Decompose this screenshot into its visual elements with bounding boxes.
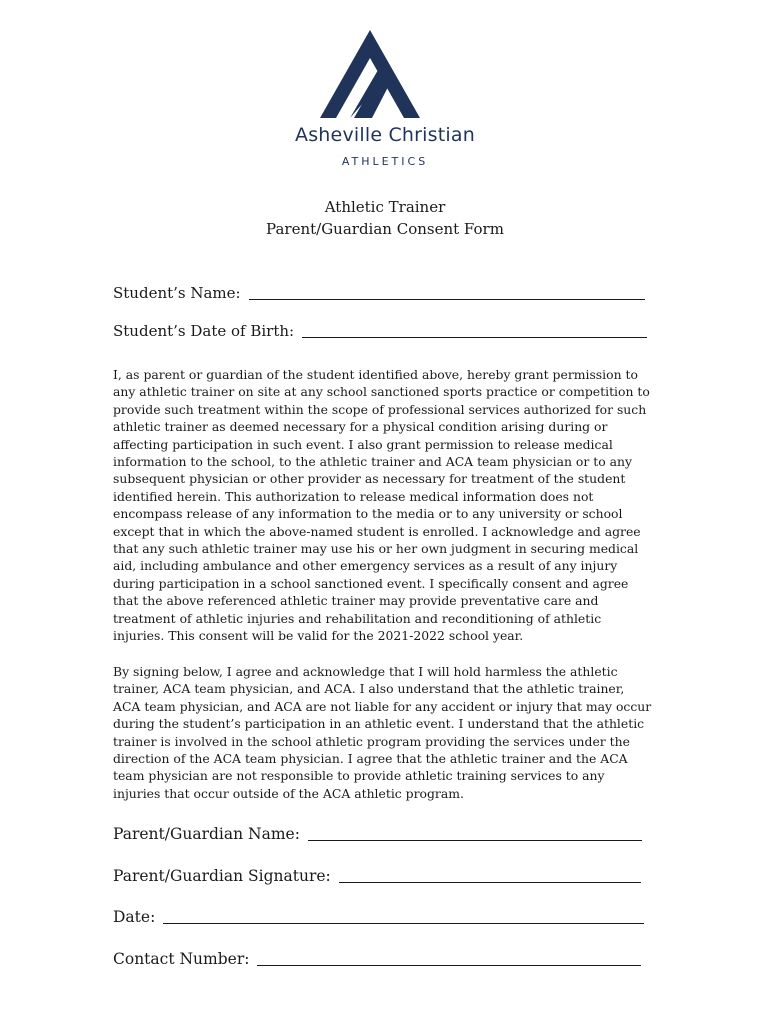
student-dob-field[interactable] xyxy=(113,321,647,341)
guardian-signature-line[interactable] xyxy=(339,881,641,883)
form-title xyxy=(0,196,770,240)
guardian-name-label: Parent/Guardian Name: xyxy=(113,825,300,843)
form-title-line-1: Athletic Trainer xyxy=(324,198,446,216)
student-name-field[interactable] xyxy=(113,283,645,303)
guardian-name-line[interactable] xyxy=(308,839,642,841)
student-dob-label: Student’s Date of Birth: xyxy=(113,322,295,340)
contact-number-line[interactable] xyxy=(257,964,641,966)
student-name-label: Student’s Name: xyxy=(113,284,241,302)
date-line[interactable] xyxy=(163,922,644,924)
brand-name: Asheville Christian xyxy=(295,124,475,146)
brand-subtitle: ATHLETICS xyxy=(341,155,429,168)
release-paragraph: By signing below, I agree and acknowledge that I will hold harmless the athletic trainer, ACA team physician, and ACA. I also understand that the athletic trainer, ACA team physician, and ACA are not liable for any accident or injury that may occur during the student’s participation in an athletic event. I understand that the athletic trainer is involved in the school athletic program providing the services under the direction of the ACA team physician. I agree that the athletic trainer and the ACA team physician are not responsible to provide athletic training services to any injuries that occur outside of the ACA athletic program. xyxy=(113,664,652,801)
guardian-signature-field[interactable] xyxy=(113,866,641,886)
contact-number-field[interactable] xyxy=(113,949,641,969)
date-field[interactable] xyxy=(113,907,644,927)
contact-number-label: Contact Number: xyxy=(113,950,250,968)
asheville-christian-logo-icon xyxy=(320,30,420,120)
date-label: Date: xyxy=(113,908,156,926)
form-title-line-2: Parent/Guardian Consent Form xyxy=(266,220,504,238)
guardian-signature-label: Parent/Guardian Signature: xyxy=(113,867,331,885)
consent-paragraph: I, as parent or guardian of the student identified above, hereby grant permission to any athletic trainer on site at any school sanctioned sports practice or competition to provide such treatment within the scope of professional services authorized for such athletic trainer as deemed necessary for a physical condition arising during or affecting participation in such event. I also grant permission to release medical information to the school, to the athletic trainer and ACA team physician or to any subsequent physician or other provider as necessary for treatment of the student identified herein. This authorization to release medical information does not encompass release of any information to the media or to any university or school except that in which the above-named student is enrolled. I acknowledge and agree that any such athletic trainer may use his or her own judgment in securing medical aid, including ambulance and other emergency services as a result of any injury during participation in a school sanctioned event. I specifically consent and agree that the above referenced athletic trainer may provide preventative care and treatment of athletic injuries and rehabilitation and reconditioning of athletic injuries. This consent will be valid for the 2021-2022 school year. xyxy=(113,367,650,644)
student-name-line[interactable] xyxy=(249,298,645,300)
guardian-name-field[interactable] xyxy=(113,824,642,844)
student-dob-line[interactable] xyxy=(302,336,647,338)
